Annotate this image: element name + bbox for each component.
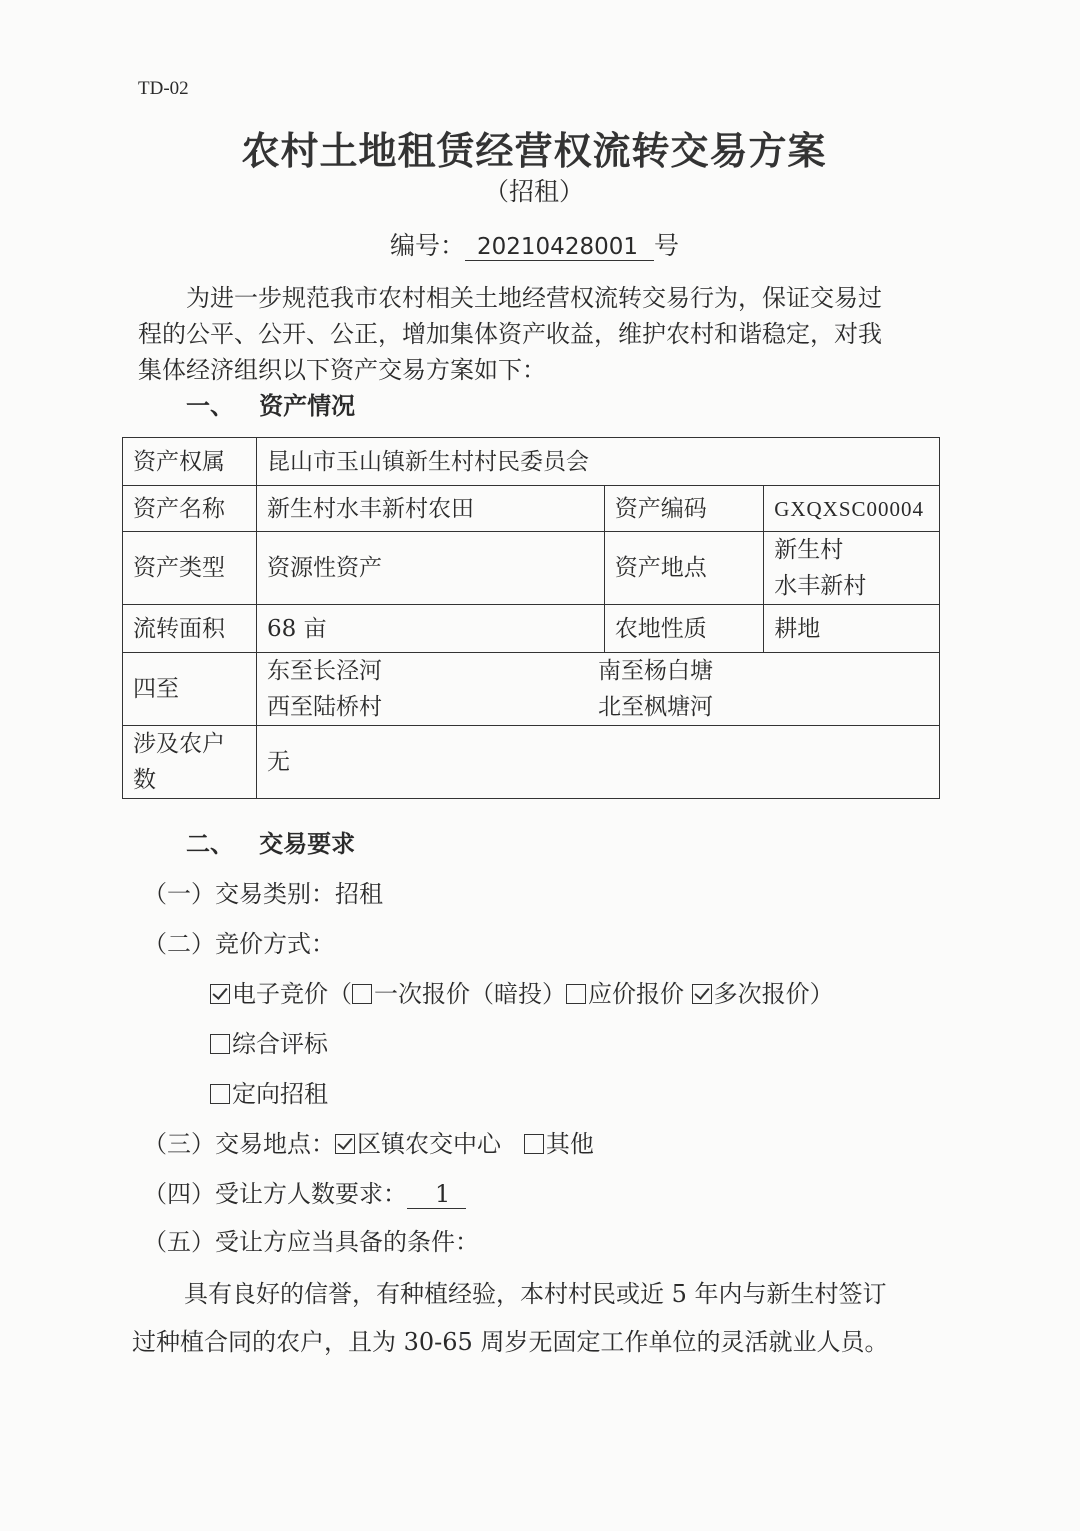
bounds-label: 四至 bbox=[123, 653, 257, 726]
area-label: 流转面积 bbox=[123, 605, 257, 653]
bid-option-comprehensive bbox=[210, 1024, 328, 1059]
section-heading-requirements: 二、 交易要求 bbox=[186, 829, 356, 858]
option-label: 定向招租 bbox=[232, 1080, 328, 1108]
document-subtitle: （招租） bbox=[483, 177, 584, 206]
checkbox-checked-icon[interactable] bbox=[692, 984, 712, 1004]
transferee-count-label: （四）受让方人数要求： bbox=[143, 1180, 407, 1208]
document-title: 农村土地租赁经营权流转交易方案 bbox=[241, 129, 827, 173]
households-value: 无 bbox=[257, 726, 940, 799]
conditions-paragraph bbox=[132, 1270, 932, 1366]
checkbox-empty-icon[interactable] bbox=[524, 1134, 544, 1154]
transferee-count bbox=[143, 1174, 466, 1209]
option-label: 区镇农交中心 bbox=[357, 1130, 501, 1158]
option-label: 其他 bbox=[545, 1130, 594, 1158]
type-value: 资源性资产 bbox=[257, 532, 605, 605]
checkbox-checked-icon[interactable] bbox=[210, 984, 230, 1004]
transferee-conditions-label: （五）受让方应当具备的条件： bbox=[143, 1228, 479, 1256]
option-label: 电子竞价（ bbox=[232, 980, 352, 1008]
intro-line: 程的公平、公开、公正，增加集体资产收益，维护农村和谐稳定，对我 bbox=[138, 320, 882, 348]
bounds-north: 北至枫塘河 bbox=[598, 694, 713, 720]
bounds-value bbox=[257, 653, 940, 726]
intro-line: 集体经济组织以下资产交易方案如下： bbox=[138, 356, 546, 384]
trade-place-label: （三）交易地点： bbox=[143, 1130, 335, 1158]
number-label: 编号： bbox=[390, 231, 466, 260]
intro-line: 为进一步规范我市农村相关土地经营权流转交易行为，保证交易过 bbox=[186, 284, 882, 312]
trade-type-value: 招租 bbox=[335, 880, 383, 908]
checkbox-empty-icon[interactable] bbox=[210, 1034, 230, 1054]
code-label: 资产编码 bbox=[604, 486, 763, 532]
document-number bbox=[390, 226, 679, 262]
bid-option-electronic bbox=[210, 974, 834, 1009]
location-label: 资产地点 bbox=[604, 532, 763, 605]
location-line: 水丰新村 bbox=[774, 573, 867, 599]
table-row bbox=[123, 486, 940, 532]
households-label: 涉及农户数 bbox=[123, 726, 257, 799]
option-label: 一次报价（暗投） bbox=[374, 980, 566, 1008]
option-label: 综合评标 bbox=[232, 1030, 328, 1058]
bid-option-directed bbox=[210, 1074, 328, 1109]
bid-method-label: （二）竞价方式： bbox=[143, 930, 335, 958]
trade-type-label: （一）交易类别： bbox=[143, 880, 335, 908]
name-value: 新生村水丰新村农田 bbox=[257, 486, 605, 532]
number-value: 20210428001 bbox=[465, 234, 654, 261]
table-row bbox=[123, 653, 940, 726]
area-value: 68 亩 bbox=[257, 605, 605, 653]
bounds-west: 西至陆桥村 bbox=[267, 694, 382, 720]
intro-paragraph bbox=[138, 280, 938, 388]
table-row bbox=[123, 532, 940, 605]
checkbox-empty-icon[interactable] bbox=[566, 984, 586, 1004]
owner-value: 昆山市玉山镇新生村村民委员会 bbox=[257, 438, 940, 486]
trade-type bbox=[143, 874, 383, 909]
table-row bbox=[123, 438, 940, 486]
table-row bbox=[123, 726, 940, 799]
transferee-count-value: 1 bbox=[407, 1180, 466, 1209]
name-label: 资产名称 bbox=[123, 486, 257, 532]
option-label: 应价报价 bbox=[588, 980, 684, 1008]
location-value bbox=[764, 532, 940, 605]
nature-label: 农地性质 bbox=[604, 605, 763, 653]
document-code: TD-02 bbox=[138, 78, 189, 99]
location-line: 新生村 bbox=[774, 537, 844, 563]
nature-value: 耕地 bbox=[764, 605, 940, 653]
conditions-line: 具有良好的信誉，有种植经验，本村村民或近 5 年内与新生村签订 bbox=[184, 1280, 887, 1308]
checkbox-checked-icon[interactable] bbox=[335, 1134, 355, 1154]
bounds-east: 东至长泾河 bbox=[267, 658, 382, 684]
owner-label: 资产权属 bbox=[123, 438, 257, 486]
conditions-line: 过种植合同的农户，且为 30-65 周岁无固定工作单位的灵活就业人员。 bbox=[132, 1328, 889, 1356]
checkbox-empty-icon[interactable] bbox=[352, 984, 372, 1004]
trade-place bbox=[143, 1124, 594, 1159]
number-suffix: 号 bbox=[653, 231, 679, 260]
bounds-south: 南至杨白塘 bbox=[598, 658, 713, 684]
table-row bbox=[123, 605, 940, 653]
checkbox-empty-icon[interactable] bbox=[210, 1084, 230, 1104]
option-label: 多次报价） bbox=[713, 980, 834, 1008]
type-label: 资产类型 bbox=[123, 532, 257, 605]
asset-table bbox=[122, 437, 940, 799]
section-heading-assets: 一、 资产情况 bbox=[186, 391, 356, 420]
code-value: GXQXSC00004 bbox=[764, 486, 940, 532]
